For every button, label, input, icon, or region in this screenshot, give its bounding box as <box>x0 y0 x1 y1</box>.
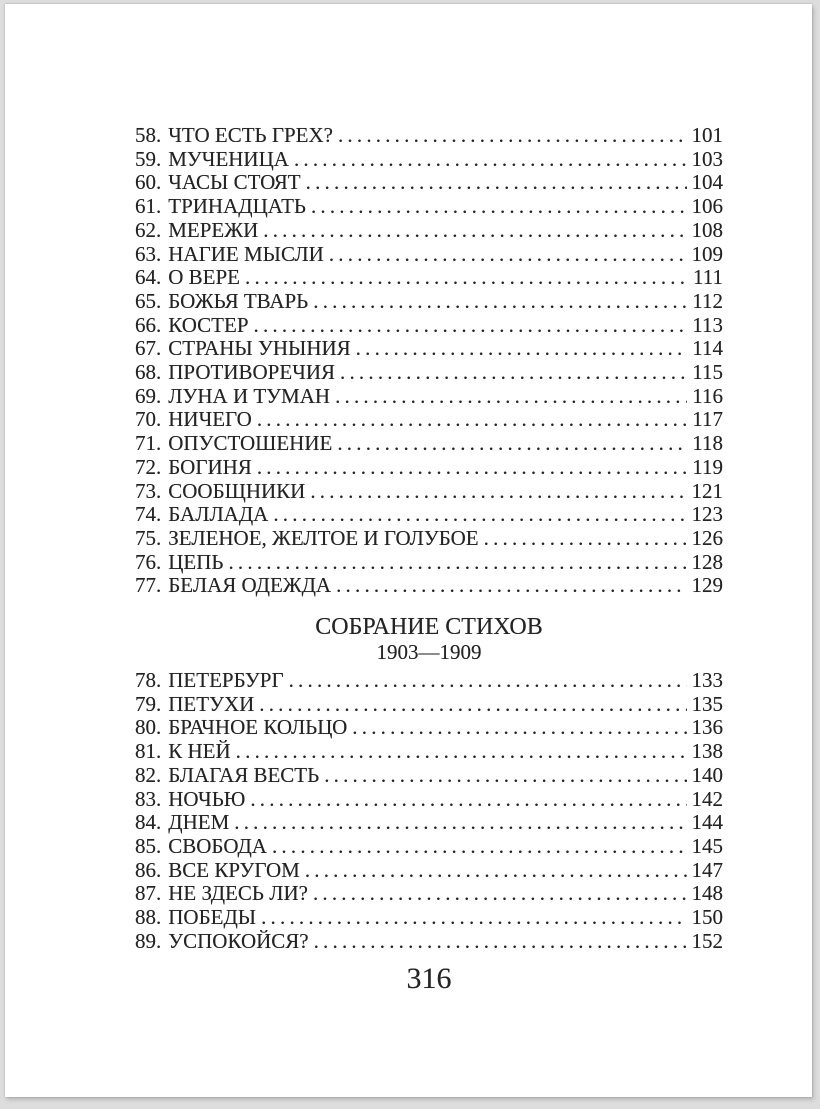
entry-page-number: 133 <box>691 668 723 693</box>
entry-number: 72. <box>135 454 162 479</box>
entry-number: 60. <box>135 170 162 195</box>
dot-leader <box>257 456 687 480</box>
entry-page-number: 111 <box>693 265 723 290</box>
dot-leader <box>356 337 687 361</box>
toc-entry <box>135 361 723 385</box>
toc-entry <box>135 527 723 551</box>
dot-leader <box>313 290 687 314</box>
entry-title: ПЕТУХИ <box>168 691 255 716</box>
dot-leader <box>329 243 687 267</box>
entry-title: БРАЧНОЕ КОЛЬЦО <box>168 715 348 740</box>
dot-leader <box>263 219 687 243</box>
entry-number: 79. <box>135 691 162 716</box>
entry-title: СООБЩНИКИ <box>168 478 306 503</box>
toc-entry <box>135 480 723 504</box>
toc-entry <box>135 456 723 480</box>
toc-entry <box>135 385 723 409</box>
entry-number: 77. <box>135 573 162 598</box>
entry-page-number: 118 <box>692 431 723 456</box>
entry-number: 85. <box>135 833 162 858</box>
entry-number: 88. <box>135 905 162 930</box>
entry-number: 82. <box>135 762 162 787</box>
entry-title: НИЧЕГО <box>168 407 252 432</box>
entry-title: ЦЕПЬ <box>168 549 224 574</box>
toc-entry <box>135 290 723 314</box>
toc-list-part1 <box>135 124 723 598</box>
dot-leader <box>234 811 687 835</box>
entry-page-number: 126 <box>691 525 723 550</box>
toc-entry <box>135 835 723 859</box>
dot-leader <box>311 195 687 219</box>
toc-entry <box>135 859 723 883</box>
entry-page-number: 144 <box>691 810 723 835</box>
toc-entry <box>135 574 723 598</box>
dot-leader <box>228 551 687 575</box>
entry-title: ЗЕЛЕНОЕ, ЖЕЛТОЕ И ГОЛУБОЕ <box>168 525 479 550</box>
entry-title: БЕЛАЯ ОДЕЖДА <box>168 573 332 598</box>
entry-title: МЕРЕЖИ <box>168 217 259 242</box>
entry-number: 84. <box>135 810 162 835</box>
toc-entry <box>135 148 723 172</box>
entry-page-number: 138 <box>691 739 723 764</box>
entry-page-number: 101 <box>691 123 723 147</box>
entry-page-number: 135 <box>691 691 723 716</box>
dot-leader <box>250 788 687 812</box>
toc-entry <box>135 811 723 835</box>
entry-number: 74. <box>135 502 162 527</box>
entry-title: СТРАНЫ УНЫНИЯ <box>168 336 351 361</box>
toc-entry <box>135 266 723 290</box>
dot-leader <box>257 408 687 432</box>
entry-title: ВСЕ КРУГОМ <box>168 857 300 882</box>
entry-page-number: 106 <box>691 194 723 219</box>
entry-title: БЛАГАЯ ВЕСТЬ <box>168 762 320 787</box>
dot-leader <box>273 503 687 527</box>
entry-page-number: 114 <box>692 336 723 361</box>
dot-leader <box>352 716 687 740</box>
entry-page-number: 123 <box>691 502 723 527</box>
toc-list-part2 <box>135 669 723 953</box>
entry-number: 64. <box>135 265 162 290</box>
toc-entry <box>135 882 723 906</box>
entry-title: УСПОКОЙСЯ? <box>168 928 309 953</box>
dot-leader <box>289 669 687 693</box>
entry-page-number: 128 <box>691 549 723 574</box>
dot-leader <box>338 124 687 148</box>
entry-title: БОЖЬЯ ТВАРЬ <box>168 288 309 313</box>
dot-leader <box>254 314 688 338</box>
toc-entry <box>135 716 723 740</box>
entry-page-number: 121 <box>691 478 723 503</box>
section-years: 1903—1909 <box>376 640 482 665</box>
entry-title: ПЕТЕРБУРГ <box>168 668 284 693</box>
dot-leader <box>324 764 687 788</box>
dot-leader <box>294 148 687 172</box>
toc-entry <box>135 408 723 432</box>
dot-leader <box>272 835 687 859</box>
entry-page-number: 113 <box>692 312 723 337</box>
toc-entry <box>135 669 723 693</box>
entry-page-number: 112 <box>692 288 723 313</box>
entry-number: 66. <box>135 312 162 337</box>
entry-page-number: 147 <box>691 857 723 882</box>
toc-entry <box>135 503 723 527</box>
entry-number: 80. <box>135 715 162 740</box>
toc-entry <box>135 906 723 930</box>
entry-page-number: 109 <box>691 241 723 266</box>
dot-leader <box>310 480 687 504</box>
entry-page-number: 108 <box>691 217 723 242</box>
toc-entry <box>135 551 723 575</box>
dot-leader <box>336 574 687 598</box>
dot-leader <box>306 171 687 195</box>
entry-number: 65. <box>135 288 162 313</box>
dot-leader <box>305 859 687 883</box>
entry-number: 86. <box>135 857 162 882</box>
entry-page-number: 115 <box>692 360 723 385</box>
entry-number: 58. <box>135 123 162 147</box>
entry-title: ТРИНАДЦАТЬ <box>168 194 306 219</box>
entry-number: 71. <box>135 431 162 456</box>
entry-page-number: 129 <box>691 573 723 598</box>
entry-page-number: 119 <box>692 454 723 479</box>
entry-page-number: 145 <box>691 833 723 858</box>
entry-title: ЧТО ЕСТЬ ГРЕХ? <box>168 123 333 147</box>
entry-page-number: 103 <box>691 146 723 171</box>
dot-leader <box>314 930 687 954</box>
toc-entry <box>135 171 723 195</box>
entry-page-number: 152 <box>691 928 723 953</box>
entry-number: 70. <box>135 407 162 432</box>
toc-entry <box>135 788 723 812</box>
entry-page-number: 104 <box>691 170 723 195</box>
dot-leader <box>340 361 687 385</box>
entry-title: НАГИЕ МЫСЛИ <box>168 241 324 266</box>
dot-leader <box>259 693 687 717</box>
entry-title: НОЧЬЮ <box>168 786 246 811</box>
entry-title: ЧАСЫ СТОЯТ <box>168 170 301 195</box>
entry-title: ПРОТИВОРЕЧИЯ <box>168 360 336 385</box>
toc-entry <box>135 693 723 717</box>
entry-number: 75. <box>135 525 162 550</box>
entry-number: 83. <box>135 786 162 811</box>
toc-entry <box>135 432 723 456</box>
entry-number: 63. <box>135 241 162 266</box>
entry-number: 73. <box>135 478 162 503</box>
entry-page-number: 150 <box>691 905 723 930</box>
toc-entry <box>135 243 723 267</box>
entry-title: ЛУНА И ТУМАН <box>168 383 331 408</box>
toc-entry <box>135 930 723 954</box>
toc-entry <box>135 219 723 243</box>
entry-title: КОСТЕР <box>168 312 249 337</box>
entry-page-number: 116 <box>692 383 723 408</box>
dot-leader <box>245 266 687 290</box>
entry-number: 62. <box>135 217 162 242</box>
entry-page-number: 142 <box>691 786 723 811</box>
toc-entry <box>135 740 723 764</box>
entry-title: ОПУСТОШЕНИЕ <box>168 431 333 456</box>
entry-number: 89. <box>135 928 162 953</box>
entry-title: ДНЕМ <box>168 810 230 835</box>
entry-number: 61. <box>135 194 162 219</box>
toc-entry <box>135 195 723 219</box>
entry-number: 69. <box>135 383 162 408</box>
entry-number: 67. <box>135 336 162 361</box>
entry-number: 87. <box>135 881 162 906</box>
dot-leader <box>335 385 687 409</box>
toc-entry <box>135 337 723 361</box>
entry-number: 68. <box>135 360 162 385</box>
toc-entry <box>135 314 723 338</box>
entry-number: 78. <box>135 668 162 693</box>
toc-entry <box>135 124 723 148</box>
entry-title: СВОБОДА <box>168 833 267 858</box>
entry-title: О ВЕРЕ <box>168 265 241 290</box>
entry-number: 59. <box>135 146 162 171</box>
entry-title: НЕ ЗДЕСЬ ЛИ? <box>168 881 308 906</box>
dot-leader <box>337 432 687 456</box>
entry-number: 76. <box>135 549 162 574</box>
section-heading: СОБРАНИЕ СТИХОВ <box>315 614 543 641</box>
entry-title: МУЧЕНИЦА <box>168 146 289 171</box>
entry-page-number: 148 <box>691 881 723 906</box>
dot-leader <box>261 906 687 930</box>
dot-leader <box>236 740 687 764</box>
entry-title: БАЛЛАДА <box>168 502 269 527</box>
entry-page-number: 117 <box>692 407 723 432</box>
book-toc-page <box>5 4 812 1097</box>
entry-title: К НЕЙ <box>168 739 231 764</box>
entry-page-number: 136 <box>691 715 723 740</box>
entry-title: БОГИНЯ <box>168 454 252 479</box>
entry-page-number: 140 <box>691 762 723 787</box>
dot-leader <box>484 527 687 551</box>
entry-number: 81. <box>135 739 162 764</box>
page-number-folio: 316 <box>406 961 452 995</box>
dot-leader <box>313 882 687 906</box>
toc-entry <box>135 764 723 788</box>
entry-title: ПОБЕДЫ <box>168 905 257 930</box>
